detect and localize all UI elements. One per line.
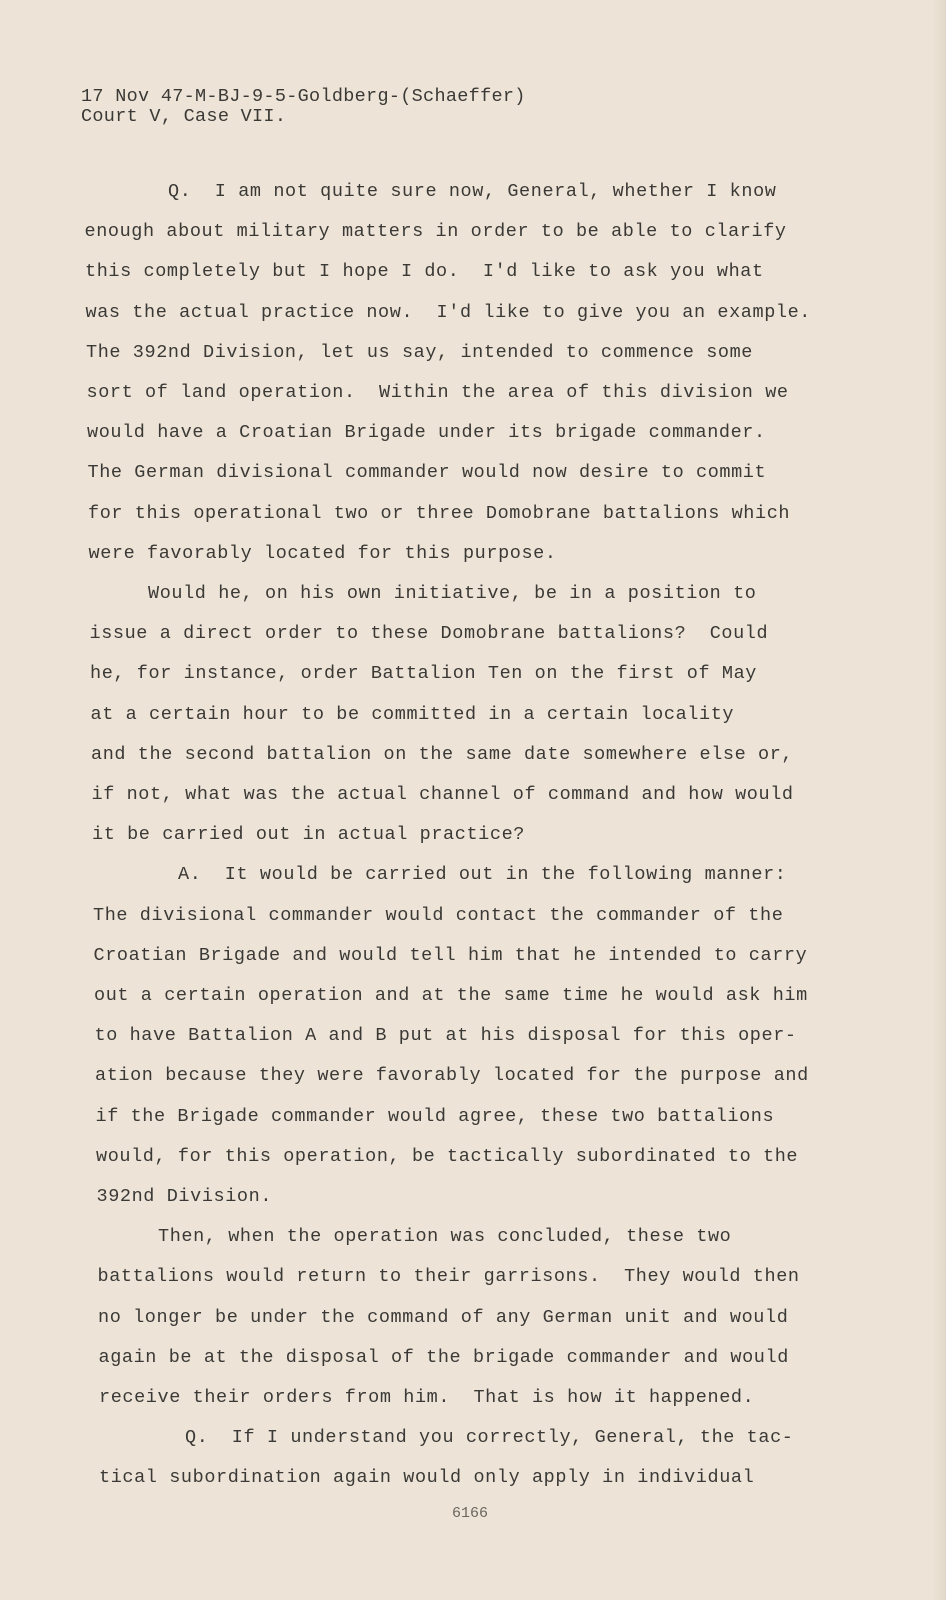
text-line: The divisional commander would contact the commander of the: [93, 904, 784, 926]
text-line: tical subordination again would only apply in individual: [99, 1467, 755, 1489]
text-line: and the second battalion on the same date somewhere else or,: [91, 743, 794, 765]
text-line: was the actual practice now. I'd like to give you an example.: [85, 301, 812, 323]
document-header-line1: 17 Nov 47-M-BJ-9-5-Goldberg-(Schaeffer): [81, 86, 526, 107]
page-edge-shadow: [932, 0, 946, 1600]
text-line: battalions would return to their garrisons. They would then: [97, 1266, 800, 1288]
text-line: sort of land operation. Within the area of this division we: [86, 382, 789, 403]
text-line: The 392nd Division, let us say, intended to commence some: [86, 341, 754, 363]
text-line: A. It would be carried out in the following manner:: [178, 864, 787, 886]
text-line: The German divisional commander would now desire to commit: [87, 462, 767, 484]
text-line: issue a direct order to these Domobrane battalions? Could: [89, 623, 769, 645]
text-line: receive their orders from him. That is how it happened.: [99, 1387, 755, 1408]
text-line: at a certain hour to be committed in a certain locality: [90, 703, 735, 725]
text-line: this completely but I hope I do. I'd like to ask you what: [85, 261, 764, 283]
text-line: out a certain operation and at the same time he would ask him: [94, 985, 808, 1006]
document-header-line2: Court V, Case VII.: [81, 106, 287, 127]
text-line: if the Brigade commander would agree, these two battalions: [95, 1105, 775, 1127]
text-line: again be at the disposal of the brigade commander and would: [98, 1346, 789, 1368]
page-number: 6166: [452, 1505, 489, 1522]
text-line: Q. If I understand you correctly, General, the tac-: [185, 1427, 794, 1449]
text-line: to have Battalion A and B put at his disposal for this oper-: [94, 1025, 797, 1047]
text-line: 392nd Division.: [96, 1186, 273, 1207]
text-line: ation because they were favorably located for the purpose and: [95, 1065, 809, 1087]
text-line: enough about military matters in order to be able to clarify: [84, 221, 787, 243]
text-line: it be carried out in actual practice?: [92, 824, 525, 846]
text-line: were favorably located for this purpose.: [88, 542, 557, 564]
text-line: Q. I am not quite sure now, General, whether I know: [168, 181, 777, 202]
text-line: Would he, on his own initiative, be in a position to: [148, 583, 757, 604]
text-line: he, for instance, order Battalion Ten on the first of May: [90, 663, 758, 685]
text-line: Croatian Brigade and would tell him that he intended to carry: [93, 944, 808, 966]
text-line: Then, when the operation was concluded, these two: [158, 1226, 732, 1248]
text-line: no longer be under the command of any German unit and would: [98, 1306, 789, 1328]
text-line: for this operational two or three Domobrane battalions which: [88, 502, 791, 524]
text-line: would have a Croatian Brigade under its brigade commander.: [87, 422, 766, 444]
text-line: if not, what was the actual channel of command and how would: [91, 784, 794, 805]
text-line: would, for this operation, be tactically subordinated to the: [96, 1145, 799, 1167]
